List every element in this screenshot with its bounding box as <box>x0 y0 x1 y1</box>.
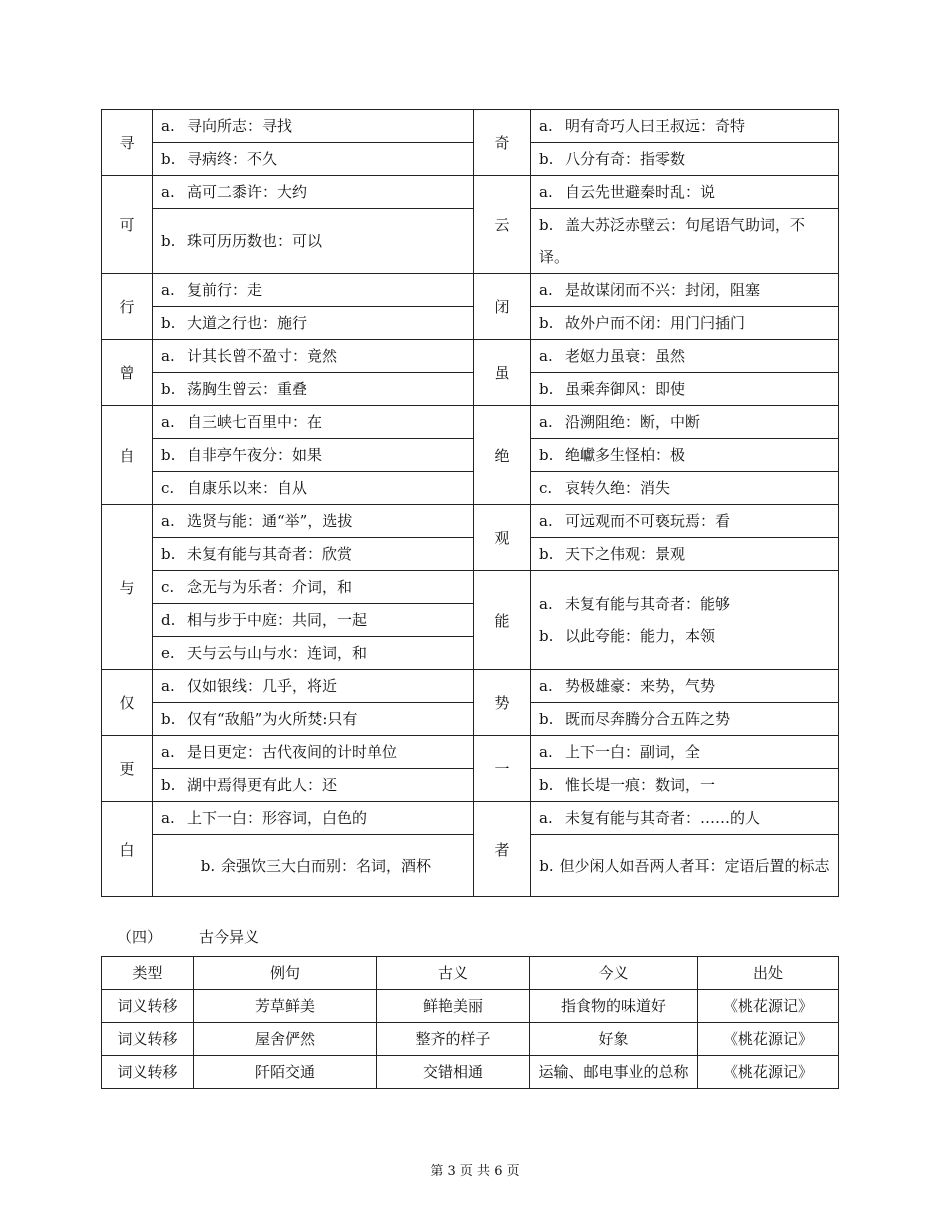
table-cell: 《桃花源记》 <box>698 990 839 1023</box>
table-row <box>102 769 839 802</box>
column-header: 例句 <box>194 957 377 990</box>
definition-cell: a. 是日更定：古代夜间的计时单位 <box>153 736 474 769</box>
section-heading <box>117 926 259 947</box>
word-cell: 一 <box>474 736 531 802</box>
table-row <box>102 340 839 373</box>
table-row <box>102 472 839 505</box>
table-cell: 阡陌交通 <box>194 1056 377 1089</box>
column-header: 类型 <box>102 957 194 990</box>
section-number: （四） <box>117 928 163 946</box>
word-cell: 能 <box>474 571 531 670</box>
table-row <box>102 406 839 439</box>
word-cell: 白 <box>102 802 153 897</box>
definition-cell: b. 仅有“敌船”为火所焚:只有 <box>153 703 474 736</box>
page-footer: 第 3 页 共 6 页 <box>430 1164 520 1179</box>
word-cell: 势 <box>474 670 531 736</box>
definition-cell: a. 自三峡七百里中：在 <box>153 406 474 439</box>
table-row <box>102 990 839 1023</box>
table-row <box>102 143 839 176</box>
definition-cell: b. 八分有奇：指零数 <box>531 143 839 176</box>
definition-cell: b. 盖大苏泛赤壁云：句尾语气助词，不译。 <box>531 209 839 274</box>
table-cell: 《桃花源记》 <box>698 1056 839 1089</box>
word-cell: 更 <box>102 736 153 802</box>
definition-cell: b. 珠可历历数也：可以 <box>153 209 474 274</box>
word-cell: 奇 <box>474 110 531 176</box>
table-row <box>102 110 839 143</box>
word-cell: 闭 <box>474 274 531 340</box>
table-cell: 词义转移 <box>102 1023 194 1056</box>
word-cell: 曾 <box>102 340 153 406</box>
table-cell: 运输、邮电事业的总称 <box>530 1056 698 1089</box>
table-cell: 好象 <box>530 1023 698 1056</box>
definition-cell: b. 自非亭午夜分：如果 <box>153 439 474 472</box>
word-cell: 云 <box>474 176 531 274</box>
table-row <box>102 802 839 835</box>
word-cell: 寻 <box>102 110 153 176</box>
table-row <box>102 209 839 274</box>
definition-cell: b. 大道之行也：施行 <box>153 307 474 340</box>
definition-cell: a. 未复有能与其奇者：……的人 <box>531 802 839 835</box>
definition-cell: b. 故外户而不闭：用门闩插门 <box>531 307 839 340</box>
definition-cell: a. 仅如银线：几乎，将近 <box>153 670 474 703</box>
table-cell: 词义转移 <box>102 990 194 1023</box>
definition-cell: b. 虽乘奔御风：即使 <box>531 373 839 406</box>
definition-cell: b. 寻病终：不久 <box>153 143 474 176</box>
table-row <box>102 307 839 340</box>
table-row <box>102 538 839 571</box>
definition-cell: a. 明有奇巧人曰王叔远：奇特 <box>531 110 839 143</box>
definition-cell: a. 计其长曾不盈寸：竟然 <box>153 340 474 373</box>
table-row <box>102 1023 839 1056</box>
table-row <box>102 571 839 604</box>
definition-cell: c. 自康乐以来：自从 <box>153 472 474 505</box>
table-row <box>102 1056 839 1089</box>
definition-cell: b. 天下之伟观：景观 <box>531 538 839 571</box>
word-cell: 虽 <box>474 340 531 406</box>
word-cell: 仅 <box>102 670 153 736</box>
definition-cell: b. 惟长堤一痕：数词，一 <box>531 769 839 802</box>
definition-cell: a. 上下一白：副词，全 <box>531 736 839 769</box>
table-cell: 交错相通 <box>377 1056 530 1089</box>
definition-cell: a. 自云先世避秦时乱：说 <box>531 176 839 209</box>
word-cell: 观 <box>474 505 531 571</box>
column-header: 今义 <box>530 957 698 990</box>
definition-cell: a. 可远观而不可亵玩焉：看 <box>531 505 839 538</box>
word-cell: 行 <box>102 274 153 340</box>
definition-cell: b. 余强饮三大白而别：名词，酒杯 <box>153 835 474 897</box>
table-cell: 芳草鲜美 <box>194 990 377 1023</box>
definition-cell: a. 选贤与能：通“举”，选拔 <box>153 505 474 538</box>
column-header: 出处 <box>698 957 839 990</box>
table-cell: 词义转移 <box>102 1056 194 1089</box>
table-row <box>102 835 839 897</box>
definition-cell: a. 寻向所志：寻找 <box>153 110 474 143</box>
definition-cell: a. 复前行：走 <box>153 274 474 307</box>
section-title: 古今异义 <box>199 928 260 946</box>
definition-cell: e. 天与云与山与水：连词，和 <box>153 637 474 670</box>
word-cell: 自 <box>102 406 153 505</box>
definition-cell: b. 未复有能与其奇者：欣赏 <box>153 538 474 571</box>
table-cell: 鲜艳美丽 <box>377 990 530 1023</box>
column-header: 古义 <box>377 957 530 990</box>
definition-cell: b. 既而尽奔腾分合五阵之势 <box>531 703 839 736</box>
table-header-row <box>102 957 839 990</box>
definition-cell: a. 老妪力虽衰：虽然 <box>531 340 839 373</box>
definition-cell: c. 念无与为乐者：介词，和 <box>153 571 474 604</box>
table-row <box>102 736 839 769</box>
vocab-table <box>101 109 839 897</box>
definition-cell: d. 相与步于中庭：共同，一起 <box>153 604 474 637</box>
gujin-table <box>101 956 839 1089</box>
definition-cell: a. 势极雄豪：来势，气势 <box>531 670 839 703</box>
table-cell: 整齐的样子 <box>377 1023 530 1056</box>
table-row <box>102 274 839 307</box>
word-cell: 可 <box>102 176 153 274</box>
word-cell: 者 <box>474 802 531 897</box>
word-cell: 与 <box>102 505 153 670</box>
word-cell: 绝 <box>474 406 531 505</box>
definition-cell: b. 但少闲人如吾两人者耳：定语后置的标志 <box>531 835 839 897</box>
table-row <box>102 670 839 703</box>
definition-cell: b. 湖中焉得更有此人：还 <box>153 769 474 802</box>
table-row <box>102 505 839 538</box>
definition-cell: a. 高可二黍许：大约 <box>153 176 474 209</box>
definition-cell: c. 哀转久绝：消失 <box>531 472 839 505</box>
table-row <box>102 373 839 406</box>
definition-cell: b. 荡胸生曾云：重叠 <box>153 373 474 406</box>
table-cell: 《桃花源记》 <box>698 1023 839 1056</box>
definition-cell: a. 沿溯阻绝：断，中断 <box>531 406 839 439</box>
table-cell: 指食物的味道好 <box>530 990 698 1023</box>
definition-cell: b. 绝巘多生怪柏：极 <box>531 439 839 472</box>
table-cell: 屋舍俨然 <box>194 1023 377 1056</box>
table-row <box>102 703 839 736</box>
definition-cell: a. 未复有能与其奇者：能够 b. 以此夸能：能力，本领 <box>531 571 839 670</box>
table-row <box>102 439 839 472</box>
definition-cell: a. 是故谋闭而不兴：封闭，阻塞 <box>531 274 839 307</box>
table-row <box>102 176 839 209</box>
definition-cell: a. 上下一白：形容词，白色的 <box>153 802 474 835</box>
